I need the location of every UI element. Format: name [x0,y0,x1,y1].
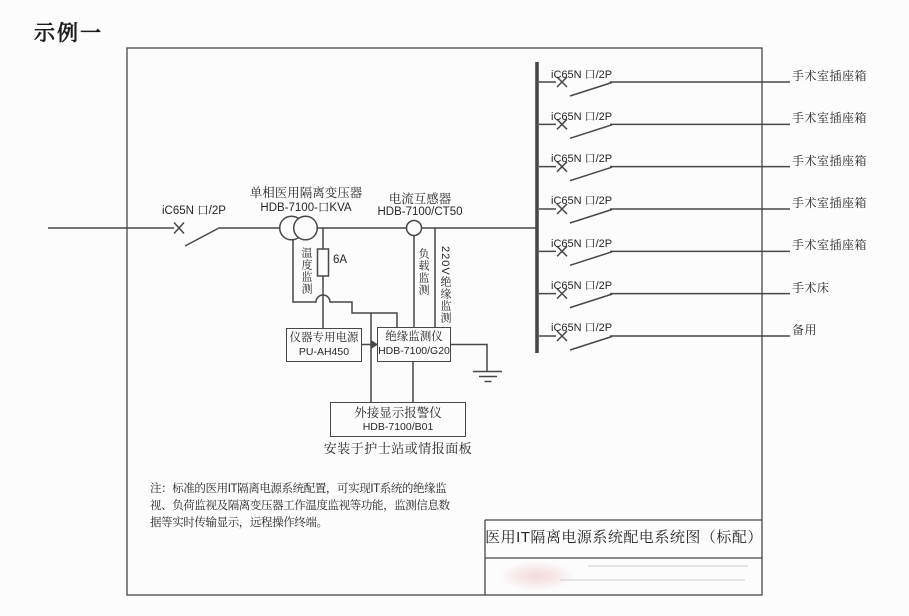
branch-load-label: 手术室插座箱 [792,195,868,210]
alarm-install-caption: 安装于护士站或情报面板 [323,441,473,456]
fuse-icon [318,249,329,276]
watermark-streak [560,579,745,581]
watermark-streak [588,565,748,567]
current-transformer-icon [407,221,422,236]
branch-load-label: 手术室插座箱 [792,69,868,83]
main-breaker-x-icon [174,223,184,234]
main-breaker-blade [185,229,218,247]
insulation-monitor-box [377,327,451,362]
branch-load-label: 手术室插座箱 [792,238,868,253]
note-text [150,481,450,532]
main-breaker-label: iC65N 口/2P [162,205,226,217]
branch-load-label: 手术室插座箱 [792,153,868,168]
note-line: 视、负荷监视及隔离变压器工作温度监视等功能，监测信息数 [150,500,450,512]
fuse-rating-label: 6A [333,254,348,266]
load-monitor-label: 负载监测 [417,248,429,296]
branch-breaker-label: iC65N 口/2P [551,280,613,293]
instrument-power-model: PU-AH450 [298,345,350,358]
branch-load-label: 手术床 [792,280,830,295]
branch-breaker-label: iC65N 口/2P [551,68,613,81]
branch-breaker-label: iC65N 口/2P [551,195,613,208]
temperature-monitor-label: 温度监测 [300,247,312,295]
branch-breaker-label: iC65N 口/2P [551,153,613,166]
example-label: 示例一 [34,22,103,45]
instrument-power-name: 仪器专用电源 [289,331,359,344]
alarm-display-name: 外接显示报警仪 [354,405,442,420]
insulation-monitor-name: 绝缘监测仪 [385,331,443,344]
branch-load-label: 手术室插座箱 [792,111,868,126]
insulation-monitor-label: 220V绝缘监测 [439,246,451,324]
ground-icon [473,372,502,382]
watermark-smudge [498,561,576,591]
branch-breaker-label: iC65N 口/2P [551,237,613,250]
note-line: 注：标准的医用IT隔离电源系统配置，可实现IT系统的绝缘监 [150,483,447,495]
transformer-icon [294,216,318,240]
alarm-display-box [330,402,466,437]
title-block-title: 医用IT隔离电源系统配电系统图（标配） [485,529,763,546]
branch-breaker-label: iC65N 口/2P [551,322,613,335]
current-transformer-name: 电流互感器 [388,192,452,206]
note-line: 据等实时传输显示，远程操作终端。 [150,517,328,529]
ground-wire [449,345,487,372]
branch-breaker-label: iC65N 口/2P [551,110,613,123]
transformer-name: 单相医用隔离变压器 [249,186,363,200]
insulation-monitor-model: HDB-7100/G20 [378,345,450,358]
instrument-power-box [286,328,362,362]
transformer-model: HDB-7100-口KVA [260,202,352,214]
current-transformer-model: HDB-7100/CT50 [377,206,463,218]
branch-load-label: 备用 [792,322,818,337]
alarm-display-model: HDB-7100/B01 [362,420,434,433]
